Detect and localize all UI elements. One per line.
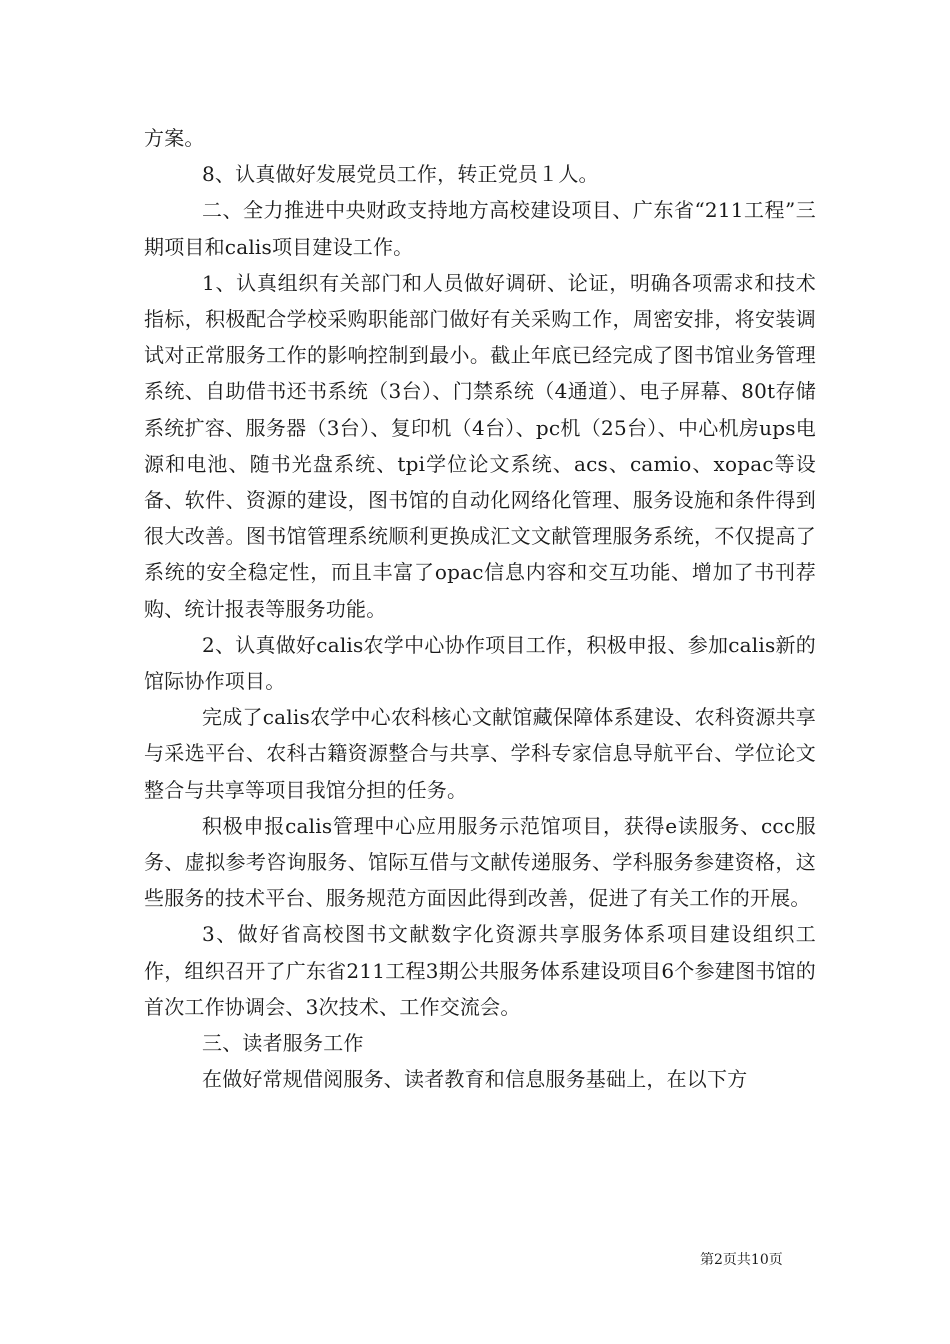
paragraph-item-2: 2、认真做好calis农学中心协作项目工作，积极申报、参加calis新的馆际协作项目。 xyxy=(144,632,816,694)
section-heading-3: 三、读者服务工作 xyxy=(202,1031,364,1056)
paragraph-item-3: 3、做好省高校图书文献数字化资源共享服务体系项目建设组织工作，组织召开了广东省211工程3期公共服务体系建设项目6个参建图书馆的首次工作协调会、3次技术、工作交流会。 xyxy=(144,922,816,1019)
paragraph-reader-service: 在做好常规借阅服务、读者教育和信息服务基础上，在以下方 xyxy=(202,1067,748,1092)
paragraph-continuation: 方案。 xyxy=(144,126,205,150)
page-number: 第2页共10页 xyxy=(700,1252,783,1268)
paragraph-item-1: 1、认真组织有关部门和人员做好调研、论证，明确各项需求和技术指标，积极配合学校采购职能部门做好有关采购工作，周密安排，将安装调试对正常服务工作的影响控制到最小。截止年底已经完成了图书馆业务管理系统、自助借书还书系统（3台）、门禁系统（4通道）、电子屏幕、80t存储系统扩容、服务器（3台）、复印机（4台）、pc机（25台）、中心机房ups电源和电池、随书光盘系统、tpi学位论文系统、acs、camio、xopac等设备、软件、资源的建设，图书馆的自动化网络化管理、服务设施和条件得到很大改善。图书馆管理系统顺利更换成汇文文献管理服务系统，不仅提高了系统的安全稳定性，而且丰富了opac信息内容和交互功能、增加了书刊荐购、统计报表等服务功能。 xyxy=(144,270,816,621)
paragraph-item-8: 8、认真做好发展党员工作，转正党员１人。 xyxy=(202,162,599,187)
document-body xyxy=(144,120,816,1097)
paragraph-calis-completed: 完成了calis农学中心农科核心文献馆藏保障体系建设、农科资源共享与采选平台、农科古籍资源整合与共享、学科专家信息导航平台、学位论文整合与共享等项目我馆分担的任务。 xyxy=(144,705,816,802)
paragraph-calis-application: 积极申报calis管理中心应用服务示范馆项目，获得e读服务、ccc服务、虚拟参考咨询服务、馆际互借与文献传递服务、学科服务参建资格，这些服务的技术平台、服务规范方面因此得到改善，促进了有关工作的开展。 xyxy=(144,813,816,911)
section-heading-2: 二、全力推进中央财政支持地方高校建设项目、广东省“211工程”三期项目和calis项目建设工作。 xyxy=(144,198,816,259)
